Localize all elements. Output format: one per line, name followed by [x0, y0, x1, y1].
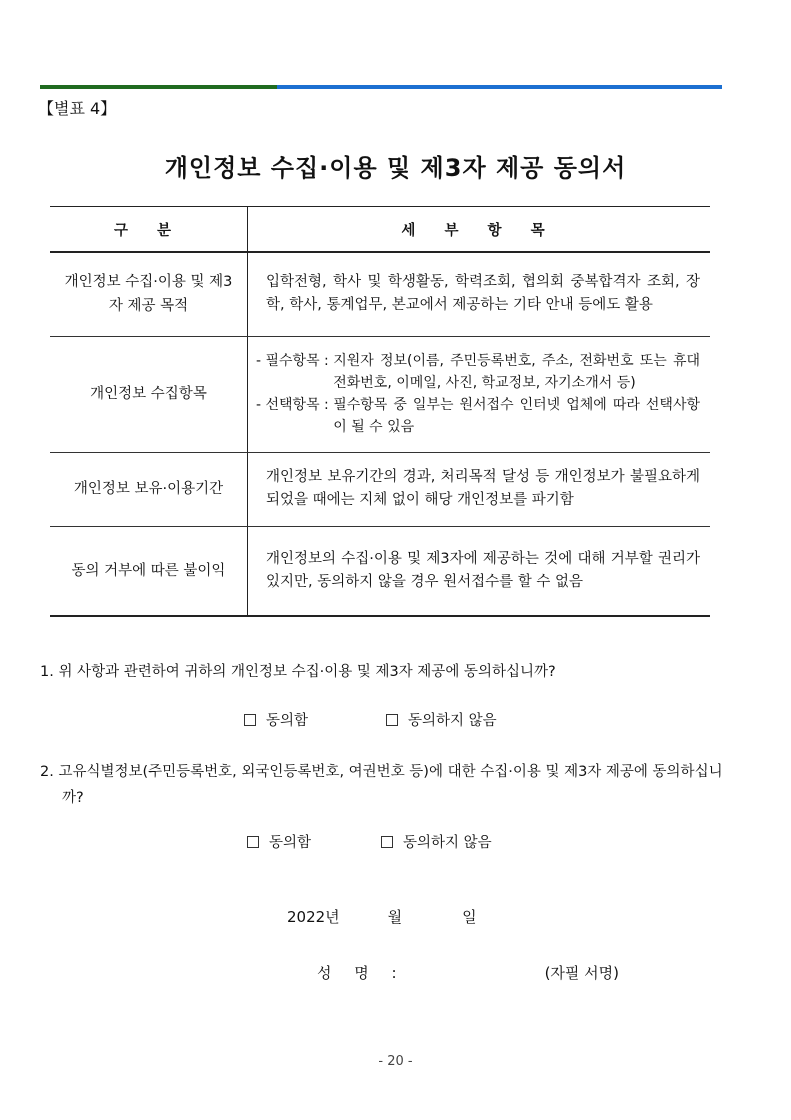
row-label-items: 개인정보 수집항목 — [50, 336, 248, 452]
row-detail-refusal: 개인정보의 수집·이용 및 제3자에 제공하는 것에 대해 거부할 권리가 있지만, 동의하지 않을 경우 원서접수를 할 수 없음 — [248, 526, 711, 616]
document-title: 개인정보 수집·이용 및 제3자 제공 동의서 — [164, 154, 627, 182]
required-items-text: 지원자 정보(이름, 주민등록번호, 주소, 전화번호 또는 휴대전화번호, 이메일, 사진, 학교정보, 자기소개서 등) — [333, 353, 700, 391]
date-year: 2022년 — [287, 908, 340, 926]
checkbox-icon — [247, 836, 259, 848]
required-items — [256, 350, 700, 394]
disagree-checkbox-q2[interactable] — [381, 831, 492, 852]
page-number: - 20 - — [378, 1054, 413, 1069]
column-header-category: 구 분 — [50, 207, 248, 253]
agree-label: 동의함 — [266, 713, 309, 729]
required-items-label: - 필수항목 : — [256, 353, 334, 369]
signature-hint: (자필 서명) — [544, 964, 620, 982]
signature-label: 성 명 : — [317, 964, 397, 982]
row-label-retention: 개인정보 보유·이용기간 — [50, 452, 248, 526]
date-month: 월 — [387, 908, 403, 926]
consent-info-table — [50, 206, 710, 617]
date-day: 일 — [462, 908, 477, 926]
optional-items-label: - 선택항목 : — [256, 397, 334, 413]
optional-items — [256, 394, 700, 438]
question-2 — [40, 759, 730, 811]
column-header-details: 세 부 항 목 — [248, 207, 711, 253]
checkbox-icon — [244, 714, 256, 726]
row-label-purpose: 개인정보 수집·이용 및 제3자 제공 목적 — [50, 252, 248, 336]
agree-checkbox-q2[interactable] — [247, 831, 311, 852]
row-detail-purpose: 입학전형, 학사 및 학생활동, 학력조회, 협의회 중복합격자 조회, 장학, 학사, 통계업무, 본교에서 제공하는 기타 안내 등에도 활용 — [248, 252, 711, 336]
optional-items-text: 필수항목 중 일부는 원서접수 인터넷 업체에 따라 선택사항이 될 수 있음 — [333, 397, 700, 435]
table-header-row — [50, 207, 710, 253]
question-1-options — [244, 709, 497, 730]
annex-label: 【별표 4】 — [38, 99, 117, 118]
disagree-checkbox-q1[interactable] — [386, 709, 497, 730]
date-line — [287, 906, 477, 927]
question-2-text: 2. 고유식별정보(주민등록번호, 외국인등록번호, 여권번호 등)에 대한 수집·이용 및 제3자 제공에 동의하십니까? — [40, 764, 723, 806]
row-label-refusal: 동의 거부에 따른 불이익 — [50, 526, 248, 616]
agree-label: 동의함 — [269, 835, 312, 851]
table-row — [50, 336, 710, 452]
checkbox-icon — [386, 714, 398, 726]
table-row — [50, 526, 710, 616]
header-rule — [40, 85, 722, 89]
question-2-options — [247, 831, 492, 852]
table-row — [50, 252, 710, 336]
row-detail-items — [248, 336, 711, 452]
checkbox-icon — [381, 836, 393, 848]
signature-line — [317, 962, 619, 983]
header-rule-blue — [277, 85, 722, 89]
agree-checkbox-q1[interactable] — [244, 709, 308, 730]
question-1: 1. 위 사항과 관련하여 귀하의 개인정보 수집·이용 및 제3자 제공에 동의하십니까? — [40, 664, 556, 680]
header-rule-green — [40, 85, 277, 89]
table-row — [50, 452, 710, 526]
disagree-label: 동의하지 않음 — [408, 713, 497, 729]
row-detail-retention: 개인정보 보유기간의 경과, 처리목적 달성 등 개인정보가 불필요하게 되었을 때에는 지체 없이 해당 개인정보를 파기함 — [248, 452, 711, 526]
disagree-label: 동의하지 않음 — [403, 835, 492, 851]
